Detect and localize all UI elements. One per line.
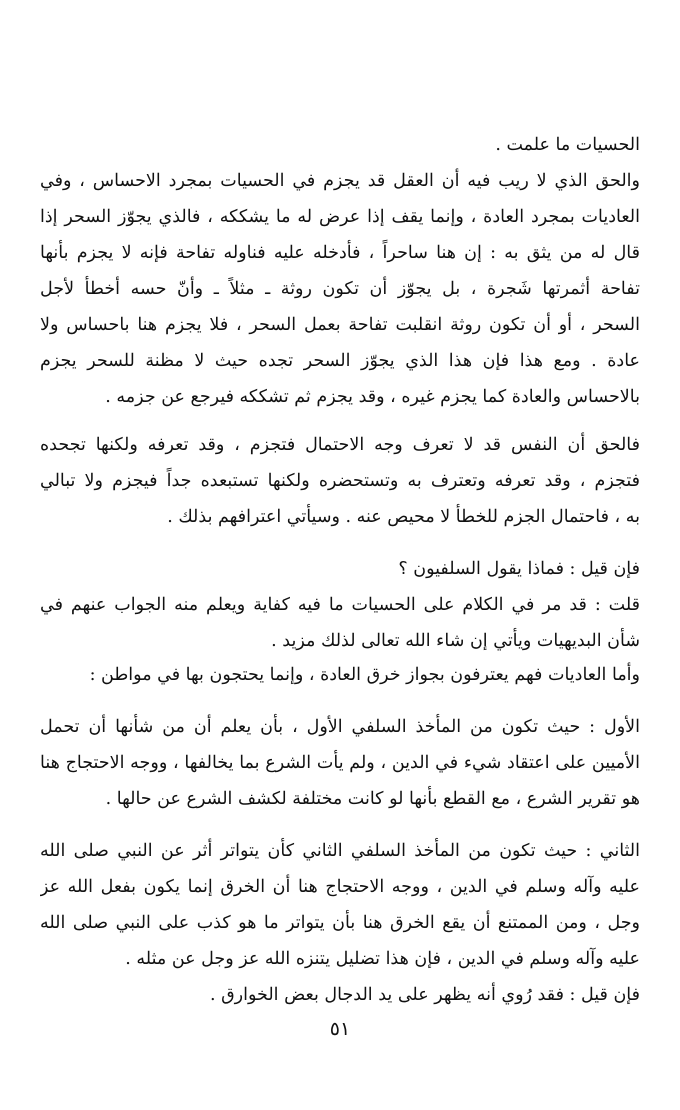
text-line: فتجزم ، وقد تعرفه وتعترف به وتستحضره ولكنها تستبعده جداً فيجزم ولا تبالي (40, 471, 640, 491)
text-line: وجل ، ومن الممتنع أن يقع الخرق هنا بأن يتواتر ما هو كذب على النبي صلى الله (40, 913, 640, 933)
text-line: فإن قيل : فقد رُوي أنه يظهر على يد الدجال بعض الخوارق . (209, 985, 640, 1005)
text-line: بالاحساس والعادة كما يجزم غيره ، وقد يجزم ثم تشككه فيرجع عن جزمه . (105, 387, 640, 407)
text-line: الثاني : حيث تكون من المأخذ السلفي الثاني كأن يتواتر أثر عن النبي صلى الله (40, 841, 640, 861)
text-line: عادة . ومع هذا فإن هذا الذي يجوّز السحر تجده حيث لا مظنة للسحر يجزم (40, 351, 640, 371)
text-line: فإن قيل : فماذا يقول السلفيون ؟ (398, 559, 640, 579)
text-line: الأميين على اعتقاد شيء في الدين ، ولم يأت الشرع بما يخالفها ، ووجه الاحتجاج هنا (40, 753, 640, 773)
text-line: وأما العاديات فهم يعترفون بجواز خرق العادة ، وإنما يحتجون بها في مواطن : (89, 665, 640, 685)
text-line: قلت : قد مر في الكلام على الحسيات ما فيه كفاية ويعلم منه الجواب عنهم في (40, 595, 640, 615)
text-line: الأول : حيث تكون من المأخذ السلفي الأول ، بأن يعلم أن من شأنها أن تحمل (40, 717, 640, 737)
text-line: السحر ، أو أن تكون روثة انقلبت تفاحة بعمل السحر ، فلا يجزم هنا باحساس ولا (40, 315, 640, 335)
text-line: عليه وآله وسلم في الدين ، فإن هذا تضليل يتنزه الله عز وجل عن مثله . (125, 949, 640, 969)
text-line: الحسيات ما علمت . (495, 135, 640, 155)
text-line: عليه وآله وسلم في الدين ، ووجه الاحتجاج هنا أن الخرق إنما يكون بفعل الله عز (40, 877, 640, 897)
text-line: العاديات بمجرد العادة ، وإنما يقف إذا عرض له ما يشككه ، فالذي يجوّز السحر إذا (40, 207, 640, 227)
text-line: هو تقرير الشرع ، مع القطع بأنها لو كانت مختلفة لكشف الشرع عن حالها . (105, 789, 640, 809)
text-line: قال له من يثق به : إن هنا ساحراً ، فأدخله عليه فناوله تفاحة فإنه لا يجزم بأنها (40, 243, 640, 263)
text-line: به ، فاحتمال الجزم للخطأ لا محيص عنه . وسيأتي اعترافهم بذلك . (167, 507, 640, 527)
text-line: تفاحة أثمرتها شَجرة ، بل يجوّز أن تكون روثة ـ مثلاً ـ وأنّ حسه أخطأ لأجل (40, 279, 640, 299)
text-line: فالحق أن النفس قد لا تعرف وجه الاحتمال فتجزم ، وقد تعرفه ولكنها تجحده (40, 435, 640, 455)
text-line: والحق الذي لا ريب فيه أن العقل قد يجزم في الحسيات بمجرد الاحساس ، وفي (40, 171, 640, 191)
text-line: شأن البديهيات ويأتي إن شاء الله تعالى لذلك مزيد . (271, 631, 640, 651)
page-number: ٥١ (329, 1018, 351, 1040)
